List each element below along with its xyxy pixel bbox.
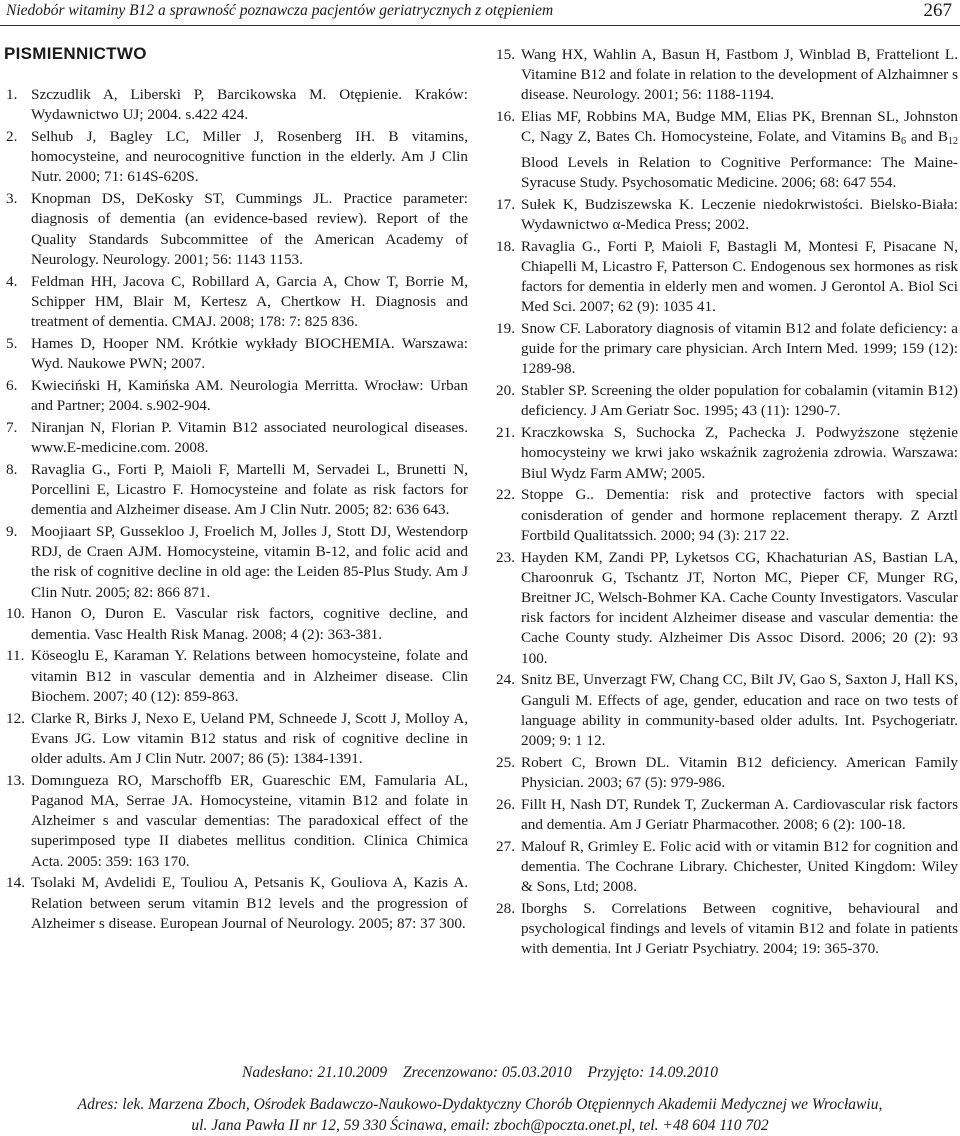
reference-text: Köseoglu E, Karaman Y. Relations between homocysteine, folate and vitamin B12 in vascular dementia and in Alzheimer disease. Clin Biochem. 2007; 40 (12): 859-863. [31,647,468,705]
reference-number: 6. [6,376,18,394]
reference-item [496,423,958,484]
reference-number: 28. [496,900,515,918]
correspondence-address [0,1094,960,1136]
reference-text: Iborghs S. Correlations Between cognitive, behavioural and psychological findings and levels of vitamin B12 and folate in patients with dementia. Int J Geriatr Psychiatry. 2004; 19: 365-370. [521,900,958,958]
reference-number: 13. [6,771,25,789]
reference-item [496,195,958,235]
reference-item [496,485,958,546]
reference-number: 21. [496,424,515,442]
reference-item [6,334,468,374]
reference-text: Hames D, Hooper NM. Krótkie wykłady BIOCHEMIA. Warszawa: Wyd. Naukowe PWN; 2007. [31,334,468,373]
reference-text: Hanon O, Duron E. Vascular risk factors, cognitive decline, and dementia. Vasc Health Risk Manag. 2008; 4 (2): 363-381. [31,605,468,643]
reference-item [496,381,958,421]
reference-number: 25. [496,753,515,771]
reference-number: 22. [496,486,515,504]
reference-item [6,189,468,270]
subscript: 6 [900,136,906,148]
reference-text: Szczudlik A, Liberski P, Barcikowska M. Otępienie. Kraków: Wydawnictwo UJ; 2004. s.422 424. [31,86,468,124]
reference-text: Domıngueza RO, Marschoffb ER, Guareschic EM, Famularia AL, Paganod MA, Serrae JA. Homocysteine, vitamin B12 and folate in Alzheimer s and vascular dementias: The paradoxical effect of the superimposed type II diabetes mellitus condition. Clinica Chimica Acta. 2005: 359: 163 170. [31,771,468,870]
reference-text: Tsolaki M, Avdelidi E, Touliou A, Petsanis K, Gouliova A, Kazis A. Relation between serum vitamin B12 levels and the progression of Alzheimer s disease. European Journal of Neurology. 2005; 87: 37 300. [31,874,468,932]
reference-item [496,753,958,793]
reference-item [496,45,958,106]
reference-text: Kraczkowska S, Suchocka Z, Pachecka J. Podwyższone stężenie homocysteiny we krwi jako wskaźnik zagrożenia zdrowia. Warszawa: Biul Wydz Farm AMW; 2005. [521,424,958,482]
reference-number: 12. [6,709,25,727]
reference-text: Ravaglia G., Forti P, Maioli F, Bastagli M, Montesi F, Pisacane N, Chiapelli M, Licastro F, Patterson C. Endogenous sex hormones as risk factors for dementia in elderly men and women. J Gerontol A. Biol Sci Med Sci. 2007; 62 (9): 1035 41. [521,237,958,316]
reference-number: 26. [496,795,515,813]
revised-date: Zrecenzowano: 05.03.2010 [403,1064,572,1081]
reference-text-part: Elias MF, Robbins MA, Budge MM, Elias PK, Brennan SL, Johnston C, Nagy Z, Bates Ch. Homocysteine, Folate, and Vitamins B [521,108,958,146]
reference-number: 11. [6,647,25,665]
reference-number: 14. [6,874,25,892]
reference-number: 2. [6,128,18,145]
running-title: Niedobór witaminy B12 a sprawność poznawcza pacjentów geriatrycznych z otępieniem [6,2,554,19]
reference-text: Fillt H, Nash DT, Rundek T, Zuckerman A. Cardiovascular risk factors and dementia. Am J Geriatr Pharmacother. 2008; 6 (2): 100-18. [521,795,958,834]
reference-text: Snitz BE, Unverzagt FW, Chang CC, Bilt JV, Gao S, Saxton J, Hall KS, Ganguli M. Effects of age, gender, education and race on two tests of language ability in community-based older adults. Int. Psychogeriatr. 2009; 9: 1 12. [521,671,958,750]
reference-item [6,460,468,521]
reference-item [496,837,958,898]
reference-text: Sułek K, Budziszewska K. Leczenie niedokrwistości. Bielsko-Biała: Wydawnictwo α-Medica Press; 2002. [521,195,958,233]
reference-number: 3. [6,190,18,208]
reference-item [496,107,958,193]
received-date: Nadesłano: 21.10.2009 [242,1064,388,1081]
reference-number: 7. [6,418,18,436]
reference-item [496,319,958,380]
reference-number: 20. [496,382,515,400]
reference-text: Niranjan N, Florian P. Vitamin B12 associated neurological diseases. www.E-medicine.com. 2008. [31,418,468,457]
reference-number: 1. [6,86,18,103]
reference-item [6,85,468,125]
accepted-date: Przyjęto: 14.09.2010 [587,1064,718,1081]
reference-text: Robert C, Brown DL. Vitamin B12 deficiency. American Family Physician. 2003; 67 (5): 979-986. [521,753,958,792]
reference-number: 23. [496,548,515,566]
subscript: 12 [948,136,959,148]
reference-text: Malouf R, Grimley E. Folic acid with or vitamin B12 for cognition and dementia. The Cochrane Library. Chichester, United Kingdom: Wiley & Sons, Ltd; 2008. [521,837,958,896]
reference-number: 18. [496,237,515,255]
reference-item [496,548,958,669]
reference-number: 27. [496,837,515,855]
reference-text: Wang HX, Wahlin A, Basun H, Fastbom J, Winblad B, Fratteliont L. Vitamine B12 and folate in relation to the development of Alzhaimner s disease. Neurology. 2001; 56: 1188-1194. [521,46,958,104]
page-number: 267 [923,0,952,21]
reference-number: 19. [496,320,515,338]
running-header [6,0,954,22]
address-line: ul. Jana Pawła II nr 12, 59 330 Ścinawa, email: zboch@poczta.onet.pl, tel. +48 604 110 702 [191,1117,769,1134]
reference-item [6,127,468,188]
reference-item [6,709,468,770]
reference-text: Kwieciński H, Kamińska AM. Neurologia Merritta. Wrocław: Urban and Partner; 2004. s.902-904. [31,376,468,415]
reference-number: 4. [6,272,18,290]
reference-text: Stoppe G.. Dementia: risk and protective factors with special conisderation of gender and hormone replacement therapy. Z Arztl Fortbild Qualitatssich. 2000; 94 (3): 217 22. [521,486,958,544]
reference-item [6,522,468,603]
reference-text [521,107,958,193]
reference-text: Hayden KM, Zandi PP, Lyketsos CG, Khachaturian AS, Bastian LA, Charoonruk G, Tschantz JT, Norton MC, Pieper CF, Munger RG, Breitner JC, Welsch-Bohmer KA. Cache County Investigators. Vascular risk factors for incident Alzheimer disease and vascular dementia: the Cache County study. Alzheimer Dis Assoc Disord. 2006; 20 (2): 93 100. [521,548,958,667]
reference-item [6,418,468,458]
reference-number: 5. [6,334,18,352]
reference-text-part: Blood Levels in Relation to Cognitive Performance: The Maine-Syracuse Study. Psychosomatic Medicine. 2006; 68: 647 554. [521,153,958,191]
reference-item [6,646,468,707]
reference-text: Feldman HH, Jacova C, Robillard A, Garcia A, Chow T, Borrie M, Schipper HM, Blair M, Kertesz A, Chertkow H. Diagnosis and treatment of dementia. CMAJ. 2008; 178: 7: 825 836. [31,272,468,331]
reference-item [6,873,468,934]
reference-text: Ravaglia G., Forti P, Maioli F, Martelli M, Servadei L, Brunetti N, Porcellini E, Licastro F. Homocysteine and folate as risk factors for dementia and Alzheimer disease. Am J Clin Nutr. 2005; 82: 636 643. [31,460,468,519]
reference-text: Clarke R, Birks J, Nexo E, Ueland PM, Schneede J, Scott J, Molloy A, Evans JG. Low vitamin B12 status and risk of cognitive decline in older adults. Am J Clin Nutr. 2007; 86 (5): 1384-1391. [31,709,468,768]
submission-dates [0,1064,960,1082]
reference-item [496,670,958,751]
reference-text: Selhub J, Bagley LC, Miller J, Rosenberg IH. B vitamins, homocysteine, and neurocognitive function in the elderly. Am J Clin Nutr. 2000; 71: 614S-620S. [31,128,468,186]
section-title: PISMIENNICTWO [4,44,147,63]
reference-number: 16. [496,108,515,126]
reference-item [6,604,468,644]
reference-number: 9. [6,523,18,541]
references-left-column [6,85,468,936]
reference-text-part: and B [905,128,949,146]
reference-text: Knopman DS, DeKosky ST, Cummings JL. Practice parameter: diagnosis of dementia (an evidence-based review). Report of the Quality Standards Subcommittee of the American Academy of Neurology. Neurology. 2001; 56: 1143 1153. [31,190,468,268]
reference-number: 15. [496,46,515,63]
reference-item [6,376,468,416]
address-line: Adres: lek. Marzena Zboch, Ośrodek Badawczo-Naukowo-Dydaktyczny Chorób Otępiennych Akademii Medycznej we Wrocławiu, [77,1096,883,1113]
reference-number: 10. [6,605,25,623]
reference-number: 24. [496,671,515,689]
reference-number: 17. [496,195,515,213]
reference-item [496,237,958,318]
reference-text: Moojiaart SP, Gussekloo J, Froelich M, Jolles J, Stott DJ, Westendorp RDJ, de Craen AJM. Homocysteine, vitamin B-12, and folic acid and the risk of cognitive decline in old age: the Leiden 85-Plus Study. Am J Clin Nutr. 2005; 82: 866 871. [31,523,468,601]
reference-item [496,899,958,960]
reference-text: Snow CF. Laboratory diagnosis of vitamin B12 and folate deficiency: a guide for the primary care physician. Arch Intern Med. 1999; 159 (12): 1289-98. [521,320,958,378]
reference-item [496,795,958,835]
references-right-column [496,45,958,961]
reference-text: Stabler SP. Screening the older population for cobalamin (vitamin B12) deficiency. J Am Geriatr Soc. 1995; 43 (11): 1290-7. [521,382,958,420]
reference-item [6,272,468,333]
header-rule [0,25,960,26]
reference-number: 8. [6,460,18,478]
reference-item [6,771,468,872]
